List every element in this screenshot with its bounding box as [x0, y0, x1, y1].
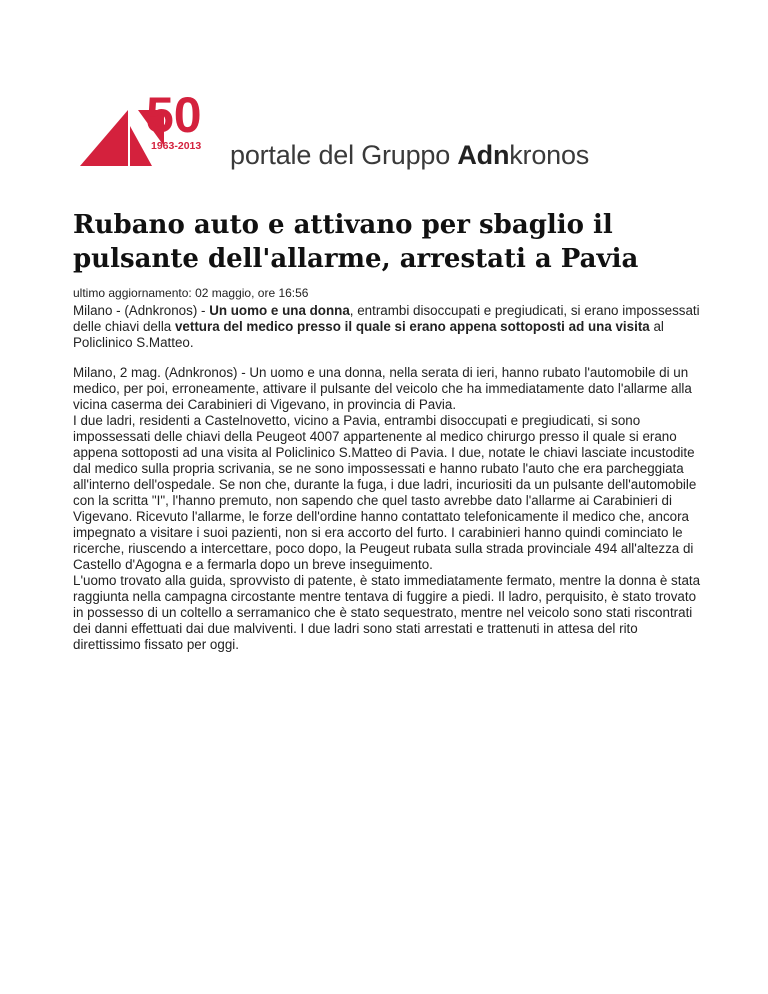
body-paragraph: L'uomo trovato alla guida, sprovvisto di patente, è stato immediatamente fermato, mentre la donna è stata raggiunta nella campagna circostante mentre tentava di fuggire a piedi. Il ladro, perquisito, è stato trovato in possesso di un coltello a serramanico che è stato sequestrato, mentre nel veicolo sono stati riscontrati dei danni effettuati dai due malviventi. I due ladri sono stati arrestati e trattenuti in attesa del rito direttissimo fissato per oggi. — [73, 573, 701, 652]
tagline-brand-rest: kronos — [509, 140, 590, 170]
lead-bold-2: vettura del medico presso il quale si erano appena sottoposti ad una visita — [174, 319, 650, 334]
lead-text-3: al Policlinico S.Matteo. — [73, 319, 664, 350]
site-header — [80, 86, 640, 176]
lead-bold-1: Un uomo e una donna — [209, 303, 350, 318]
portal-tagline — [230, 140, 589, 171]
body-paragraph: I due ladri, residenti a Castelnovetto, vicino a Pavia, entrambi disoccupati e pregiudicati, si sono impossessati delle chiavi della Peugeot 4007 appartenente al medico chirurgo presso il quale si erano appena sottoposti ad una visita al Policlinico S.Matteo di Pavia. I due, notate le chiavi lasciate incustodite dal medico sulla propria scrivania, se ne sono impossessati e hanno rubato l'auto che era parcheggiata all'interno dell'ospedale. Se non che, durante la fuga, i due ladri, incuriositi da un pulsante dell'automobile con la scritta "I", l'hanno premuto, non sapendo che quel tasto avrebbe dato l'allarme ai Carabinieri di Vigevano. Ricevuto l'allarme, le forze dell'ordine hanno contattato telefonicamente il medico che, ancora impegnato a visitare i suoi pazienti, non si era accorto del furto. I carabinieri hanno quindi cominciato le ricerche, riuscendo a intercettare, poco dopo, la Peugeut rubata sulla strada provinciale 494 all'altezza di Castello d'Agogna e a fermarla dopo un breve inseguimento. — [73, 413, 697, 572]
adnkronos-50-logo-icon[interactable] — [80, 86, 220, 170]
tagline-prefix: portale del Gruppo — [230, 140, 458, 170]
logo-number: 50 — [146, 87, 202, 143]
body-paragraph: Milano, 2 mag. (Adnkronos) - Un uomo e una donna, nella serata di ieri, hanno rubato l'automobile di un medico, per poi, erroneamente, attivare il pulsante del veicolo che ha immediatamente dato l'allarme alla vicina caserma dei Carabinieri di Vigevano, in provincia di Pavia. — [73, 365, 692, 412]
lead-text-1: Milano - (Adnkronos) - — [73, 303, 210, 318]
article-lead — [73, 303, 713, 351]
last-updated: ultimo aggiornamento: 02 maggio, ore 16:56 — [73, 286, 309, 300]
article-body — [73, 365, 703, 653]
tagline-brand-bold: Adn — [457, 140, 510, 170]
article-title: Rubano auto e attivano per sbaglio il pulsante dell'allarme, arrestati a Pavia — [73, 210, 639, 274]
lead-text-2: , entrambi disoccupati e pregiudicati, si erano impossessati delle chiavi della — [73, 303, 700, 334]
logo-years: 1963-2013 — [151, 140, 202, 152]
